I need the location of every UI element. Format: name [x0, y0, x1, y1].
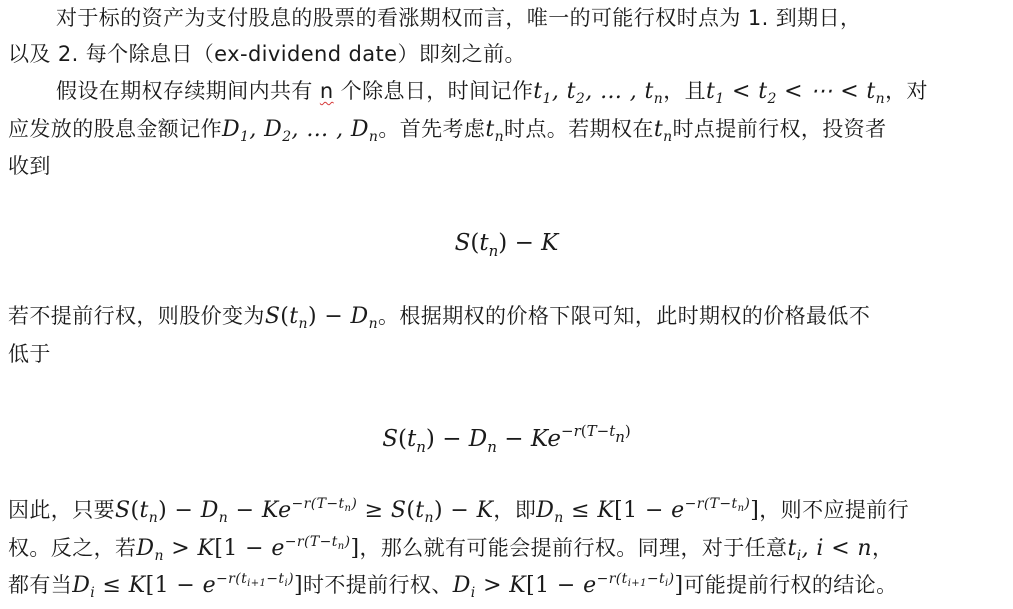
paragraph-2-line-3: 收到 — [8, 154, 51, 178]
math-inline: $D_i \le K[1 - e^{-r(t_{i+1}-t_i)}]$ — [72, 571, 303, 601]
text-segment: ，对 — [885, 79, 928, 103]
paragraph-3-line-2: 低于 — [8, 342, 51, 366]
math-inline: $t_n$ — [485, 117, 504, 145]
text-segment: 。首先考虑 — [378, 117, 486, 141]
text-segment: 时点。若期权在 — [504, 117, 654, 141]
spellcheck-word: n — [319, 79, 334, 103]
display-equation-2: $S(t_n) - D_n - Ke^{-r(T-t_n)}$ — [382, 422, 631, 456]
text-segment: 时不提前行权、 — [302, 573, 453, 597]
display-equation-1: $S(t_n) - K$ — [454, 230, 559, 260]
text-segment: 时点提前行权，投资者 — [672, 117, 887, 141]
math-inline: $t_n$ — [653, 117, 673, 145]
paragraph-2-line-1 — [56, 75, 928, 115]
paragraph-4-line-3 — [8, 563, 897, 609]
math-inline: $t_1$, $t_2$, … , $t_n$ — [533, 79, 664, 107]
text-segment: 权。反之，若 — [8, 536, 137, 560]
text-segment: 。根据期权的价格下限可知，此时期权的价格最低不 — [378, 304, 871, 328]
math-inline: $t_i$, i < n — [787, 536, 873, 564]
paragraph-1-line-2: 以及 2. 每个除息日（ex-dividend date）即刻之前。 — [8, 42, 526, 66]
text-segment: 因此，只要 — [8, 498, 115, 522]
math-inline: $D_1$, $D_2$, … , $D_n$ — [222, 117, 379, 145]
text-segment: 个除息日，时间记作 — [333, 79, 534, 103]
math-inline: $S(t_n) - D_n$ — [264, 304, 379, 332]
paragraph-2-line-2 — [8, 113, 886, 153]
math-inline: $D_i > K[1 - e^{-r(t_{i+1}-t_i)}]$ — [452, 571, 684, 601]
text-segment: 可能提前行权的结论。 — [683, 573, 898, 597]
paragraph-3-line-1 — [8, 300, 870, 340]
text-segment: ，即 — [493, 498, 537, 522]
text-segment: ， — [872, 536, 894, 560]
text-segment: 应发放的股息金额记作 — [8, 117, 222, 141]
math-inline: $D_n > K[1 - e^{-r(T-t_n)}]$ — [136, 534, 360, 564]
text-segment: ，那么就有可能会提前行权。同理，对于任意 — [359, 536, 788, 560]
text-segment: ，则不应提前行 — [759, 498, 910, 522]
text-segment: ，且 — [663, 79, 707, 103]
text-segment: 若不提前行权，则股价变为 — [8, 304, 265, 328]
text-segment: 都有当 — [8, 573, 73, 597]
math-inline: $S(t_n) - D_n - Ke^{-r(T-t_n)} \ge S(t_n) - K$ — [115, 496, 494, 526]
math-inline: $D_n \le K[1 - e^{-r(T-t_n)}]$ — [536, 496, 760, 526]
math-inline: $t_1 < t_2$ < ⋯ < $t_n$ — [706, 79, 886, 107]
text-segment: 假设在期权存续期间内共有 — [56, 79, 320, 103]
paragraph-1-line-1: 对于标的资产为支付股息的股票的看涨期权而言，唯一的可能行权时点为 1. 到期日， — [56, 6, 862, 30]
